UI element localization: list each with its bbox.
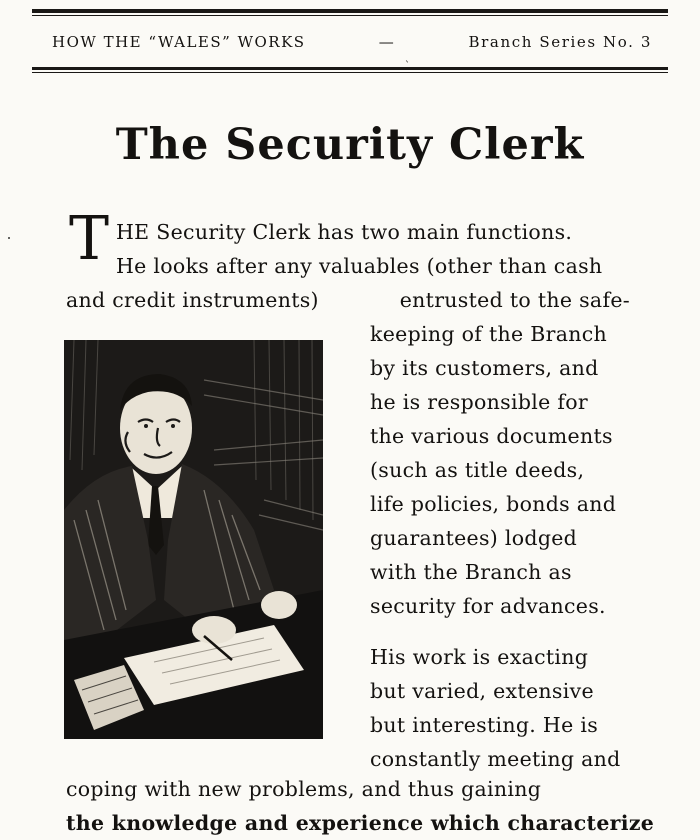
text-line: the various documents (370, 424, 613, 448)
text-line: the knowledge and experience which characterize (66, 811, 655, 835)
text-line: keeping of the Branch (370, 322, 608, 346)
header-rule-thick (32, 9, 668, 13)
clerk-at-desk-illustration (64, 340, 323, 739)
intro-paragraph (116, 215, 630, 283)
text-line: guarantees) lodged (370, 526, 578, 550)
text-line: His work is exacting (370, 645, 589, 669)
footer-paragraph (66, 772, 655, 840)
text-line: (such as title deeds, (370, 458, 585, 482)
print-mark: ˋ (405, 61, 410, 72)
column-paragraph-2 (370, 640, 628, 776)
print-speck (8, 237, 10, 239)
text-line: but interesting. He is (370, 713, 599, 737)
text-fragment: entrusted to the safe- (399, 288, 630, 312)
text-line (66, 283, 630, 317)
text-line: he is responsible for (370, 390, 588, 414)
text-line: but varied, extensive (370, 679, 594, 703)
header-rule-bottom-thin (32, 72, 668, 73)
drop-cap: T (69, 204, 110, 274)
column-paragraph-1 (370, 317, 628, 623)
text-fragment: and credit instruments) (66, 288, 319, 312)
header-rule-bottom-thick (32, 67, 668, 70)
series-dash: — (378, 33, 396, 51)
text-line: He looks after any valuables (other than cash (116, 254, 603, 278)
intro-paragraph-continued (66, 283, 630, 317)
series-title: HOW THE “WALES” WORKS (52, 33, 306, 51)
text-line: constantly meeting and (370, 747, 621, 771)
series-number: Branch Series No. 3 (468, 33, 652, 51)
text-line: coping with new problems, and thus gaining (66, 777, 542, 801)
page-title: The Security Clerk (115, 120, 585, 170)
text-line: security for advances. (370, 594, 606, 618)
series-header (52, 33, 652, 51)
text-line: by its customers, and (370, 356, 599, 380)
header-rule-thin (32, 15, 668, 16)
text-line: life policies, bonds and (370, 492, 617, 516)
text-line: HE Security Clerk has two main functions. (116, 220, 573, 244)
text-line: with the Branch as (370, 560, 572, 584)
